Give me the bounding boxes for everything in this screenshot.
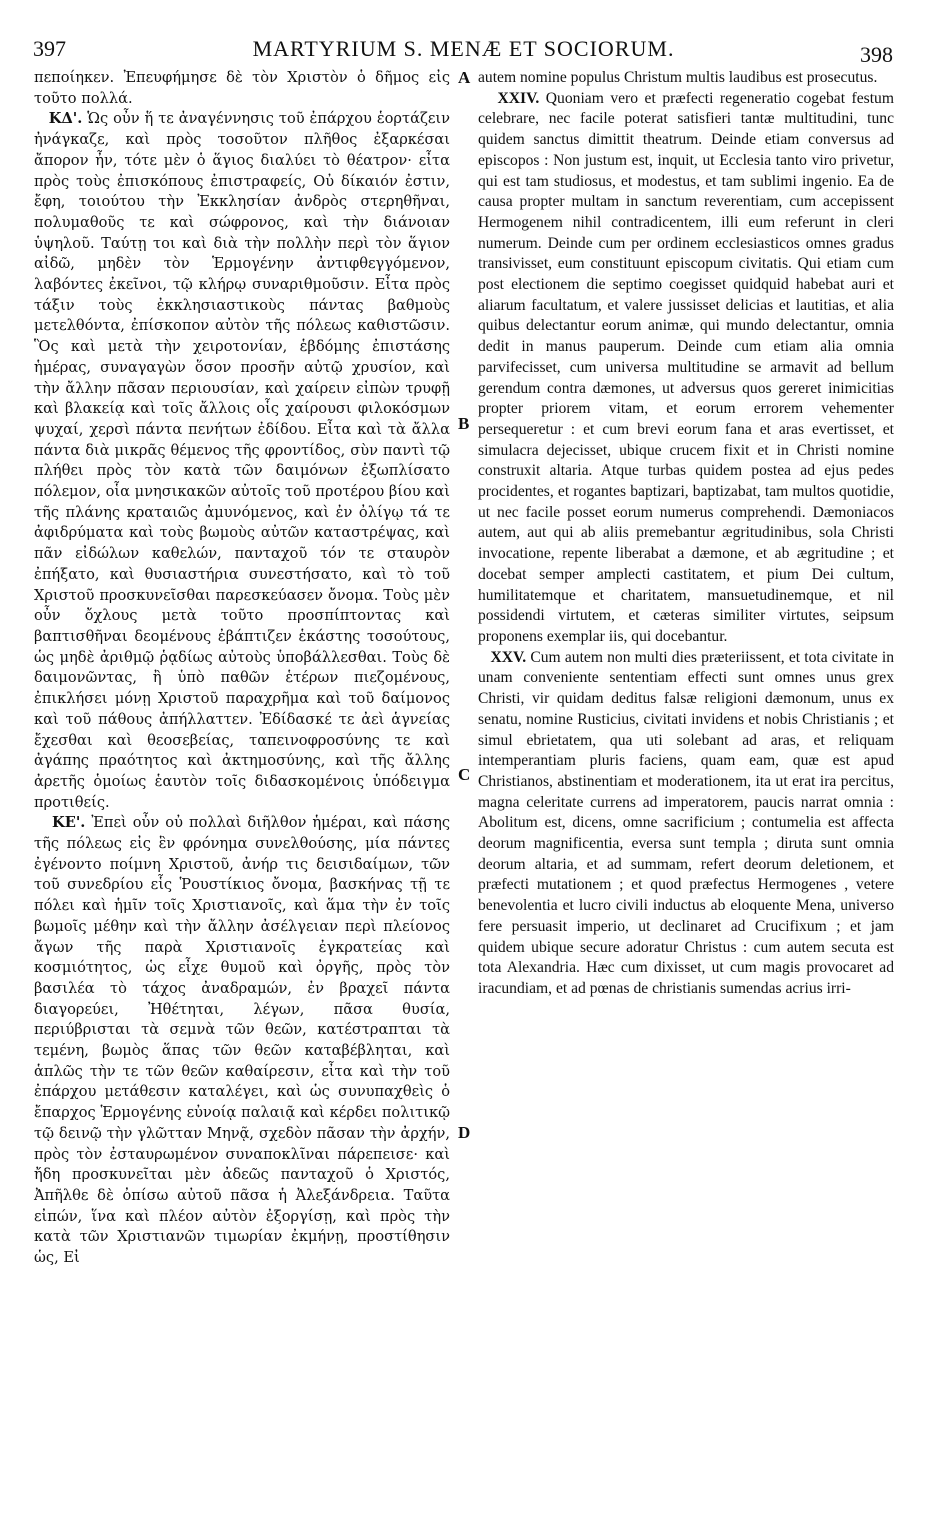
latin-paragraph: XXIV. Quoniam vero et præfecti regeneratio cogebat festum celebrare, nec facile poterat satisfieri tantæ multitudini, tunc quidem sanctus dimittit theatrum. Deinde etiam conversus ad episcopos : Non justum est, inquit, ut Ecclesia tanto viro privetur, qui est tam studiosus, et modestus, et tam sublimi ingenio. Ea de causa propter multam in sanctum reverentiam, cum accepissent Hermogenem nihil contradicentem, illi eum referunt in cleri numerum. Deinde cum per ordinem ecclesiasticos omnes gradus transivisset, eum constituunt episcopum civitatis. Qui etiam cum post electionem die septimo coegisset quidquid habebat auri et aliarum facultatum, et valere jussisset delicias et lautitias, et alia quibus delectantur eorum animæ, qui mundo delectantur, omnia dedit in manus pauperum. Deinde cum etiam alia omnia parvifecisset, cum universa multitudine se armavit ad bellum gerendum contra dæmones, ut adversus quos gereret inimicitias propter priorem vitam, et eorum errorem vehementer persequeretur : et cum brevi eorum fana et aras evertisset, et simulacra dejecisset, ubique crucem fixit et in Christi nomine construxit altaria. Atque turbas quidem postea ad ejus pedes procidentes, et rogantes baptizari, baptizabat, tam multos quotidie, ut nec facile posset eorum numerus comprehendi. Dæmoniacos autem, aut qui ab aliis premebantur ægritudinibus, sola Christi invocatione, repente liberabat a dæmone, et ab ægritudine ; et docebat semper amplecti castitatem, et pium Dei cultum, humilitatemque et charitatem, mansuetudinemque, et nil possidendi virtutem, et cæteras similiter virtutes, seipsum proponens exemplar iis, qui docebantur. <box>478 89 894 645</box>
section-number: ΚΔ'. <box>48 110 83 128</box>
margin-marker-b: B <box>458 414 470 433</box>
greek-paragraph: πεποίηκεν. Ἐπευφήμησε δὲ τὸν Χριστὸν ὁ δῆμος εἰς τοῦτο πολλά. <box>34 69 450 107</box>
page-number-right: 398 <box>860 42 893 67</box>
section-number: XXV. <box>490 648 527 666</box>
greek-paragraph: ΚΕ'. Ἐπεὶ οὖν οὐ πολλαὶ διῆλθον ἡμέραι, καὶ πάσης τῆς πόλεως εἰς ἓν φρόνημα συνελθούσης, μία πάντες ἐγένοντο ποίμνη Χριστοῦ, ἀνήρ τις δεισιδαίμων, τῶν τοῦ συνεδρίου εἷς Ῥουστίκιος ὄνομα, βασκήνας τῇ τε πόλει καὶ ἡμῖν τοῖς Χριστιανοῖς, καὶ ἅμα τὴν ἐν τοῖς βωμοῖς μέθην καὶ τὴν ἄλλην ἀσέλγειαν περὶ πλείονος ἄγων τῆς παρὰ Χριστιανοῖς ἐγκρατείας καὶ κοσμιότητος, ὡς εἶχε θυμοῦ καὶ ὀργῆς, πρὸς τὸν βασιλέα τὸ τάχος ἀναδραμών, ἐν βραχεῖ πάντα διαγορεύει, Ἠθέτηται, λέγων, πᾶσα θυσία, περιύβρισται τὰ σεμνὰ τῶν θεῶν, κατέστραπται τὰ τεμένη, βωμὸς ἅπας τῶν θεῶν καταβέβληται, καὶ ἁπλῶς τὴν τε τῶν θεῶν καθαίρεσιν, εἶτα καὶ τὴν τοῦ ἐπάρχου μετάθεσιν καταλέγει, καὶ ὡς συνυπαχθεὶς ὁ ἔπαρχος Ἑρμογένης εὐνοίᾳ παλαιᾷ καὶ κέρδει πολιτικῷ τῷ δεινῷ τὴν γλῶτταν Μηνᾷ, σχεδὸν πᾶσαν τὴν ἀρχήν, πρὸς τὸν ἐσταυρωμένον συναποκλῖναι πάρεπεισε· καὶ ἤδη προσκυνεῖται μὲν ἀδεῶς πανταχοῦ ὁ Χριστός, Ἀπῆλθε δὲ ὀπίσω αὐτοῦ πᾶσα ἡ Ἀλεξάνδρεια. Ταῦτα εἰπών, ἵνα καὶ πλέον αὐτὸν ἐξοργίσῃ, καὶ πρὸς τὴν κατὰ τῶν Χριστιανῶν τιμωρίαν ἐκμήνῃ, προστίθησιν ὡς, Εἰ <box>34 814 450 1267</box>
greek-paragraph: ΚΔ'. Ὡς οὖν ἥ τε ἀναγέννησις τοῦ ἐπάρχου ἑορτάζειν ἠνάγκαζε, καὶ πρὸς τοσοῦτον πλῆθος ἐξαρκέσαι ἄπορον ἦν, τότε μὲν ὁ ἅγιος διαλύει τὸ θέατρον· εἶτα πρὸς τοὺς ἐπισκόπους ἐπιστραφείς, Οὐ δίκαιόν ἐστιν, ἔφη, τοιούτου τὴν Ἐκκλησίαν ἀνδρὸς στερηθῆναι, πολυμαθοῦς τε καὶ σώφρονος, καὶ τὴν διάνοιαν ὑψηλοῦ. Ταύτῃ τοι καὶ διὰ τὴν πολλὴν περὶ τὸν ἅγιον αἰδῶ, μηδὲν τὸν Ἑρμογένην ἀντιφθεγγόμενον, λαβόντες ἐκεῖνοι, τῷ κλήρῳ συναριθμοῦσιν. Εἶτα πρὸς τάξιν τοὺς ἐκκλησιαστικοὺς πάντας βαθμοὺς μετελθόντα, ἐπίσκοπον αὐτὸν τῆς πόλεως καθιστῶσιν. Ὃς καὶ μετὰ τὴν χειροτονίαν, ἑβδόμης ἐπιστάσης ἡμέρας, συναγαγὼν ὅσον προσῆν αὐτῷ χρυσίον, καὶ τὴν ἄλλην πᾶσαν περιουσίαν, καὶ χαίρειν εἰπὼν τρυφῇ καὶ βλακείᾳ καὶ τοῖς ἄλλοις οἷς χαίρουσι φιλοκόσμων ψυχαί, χερσὶ πάντα πενήτων ἐδίδου. Εἶτα καὶ τὰ ἄλλα πάντα διὰ μικρᾶς θέμενος τῆς φροντίδος, σὺν παντὶ τῷ πλήθει πρὸς τὸν κατὰ τῶν δαιμόνων ἐξωπλίσατο πόλεμον, οἷα μνησικακῶν αὐτοῖς τοῦ προτέρου βίου καὶ τῆς πλάνης κραταιῶς ἀμυνόμενος, καὶ ἐν ὀλίγῳ τά τε ἀφιδρύματα καὶ τοὺς βωμοὺς αὐτῶν καταστρέψας, καὶ πᾶν εἰδώλων καθελών, πανταχοῦ τόν τε σταυρὸν ἐπήξατο, καὶ θυσιαστήρια συνεστήσατο, καὶ τὸ τοῦ Χριστοῦ προσκυνεῖσθαι παρεσκεύασεν ὄνομα. Τοὺς μὲν οὖν ὄχλους μετὰ τοῦτο προσπίπτοντας καὶ βαπτισθῆναι δεομένους ἐβάπτιζεν ἑκάστης τοσούτους, ὡς μηδὲ ἀριθμῷ ῥᾳδίως αὐτοὺς ὑποβάλλεσθαι. Τοὺς δὲ δαιμονῶντας, ἢ ὑπὸ παθῶν ἑτέρων πιεζομένους, ἐπικλήσει μόνῃ Χριστοῦ παραχρῆμα καὶ τοῦ δαίμονος καὶ τοῦ πάθους ἀπήλλαττεν. Ἐδίδασκέ τε ἀεὶ ἁγνείας ἔχεσθαι καὶ θεοσεβείας, ταπεινοφροσύνης τε καὶ ἀγάπης πραότητος καὶ ἀκτημοσύνης, καὶ τῆς ἄλλης ἀρετῆς ὁμοίως ἑαυτὸν τοῖς διδασκομένοις ὑπόδειγμα προτιθείς. <box>34 110 451 811</box>
page-number-left: 397 <box>33 36 66 61</box>
latin-column <box>478 68 894 1000</box>
margin-marker-d: D <box>458 1123 471 1142</box>
latin-paragraph: XXV. Cum autem non multi dies præteriissent, et tota civitate in unam conveniente sententiam effecti sunt omnes unus grex Christi, vir quidam deditus falsæ religioni dæmonum, unus ex senatu, nomine Rusticius, civitati invidens et nobis Christianis ; et simul ebrietatem, qua uti solebant ad aras, et reliquam intemperantiam pluris faciens, quam eam, quæ est apud Christianos, abstinentiam et moderationem, ita ut erat ira percitus, magna celeritate currens ad imperatorem, paucis narrat omnia : Abolitum est, dicens, omne sacrificium ; contumelia est affecta deorum magnificentia, eversa sunt templa ; diruta sunt omnia deorum altaria, et ad summam, refert deorum deletionem, et præfecti mutationem ; et quod præfectus Hermogenes , vetere benevolentia et lucro civili inductus ab eloquente Mena, universo fere persuasit imperio, ut declinaret ad Crucifixum ; et jam quidem ubique secure adoratur Christus : cum autem secuta est tota Alexandria. Hæc cum dixisset, ut cum magis provocaret ad iracundiam, et ad pœnas de christianis sumendas acrius irri- <box>478 648 894 997</box>
latin-paragraph: autem nomine populus Christum multis laudibus est prosecutus. <box>478 69 878 86</box>
margin-marker-a: A <box>458 68 471 87</box>
section-number: ΚΕ'. <box>52 814 86 832</box>
greek-column <box>34 68 450 1269</box>
margin-marker-c: C <box>458 765 471 784</box>
section-number: XXIV. <box>497 89 540 107</box>
running-title: MARTYRIUM S. MENÆ ET SOCIORUM. <box>252 36 675 61</box>
